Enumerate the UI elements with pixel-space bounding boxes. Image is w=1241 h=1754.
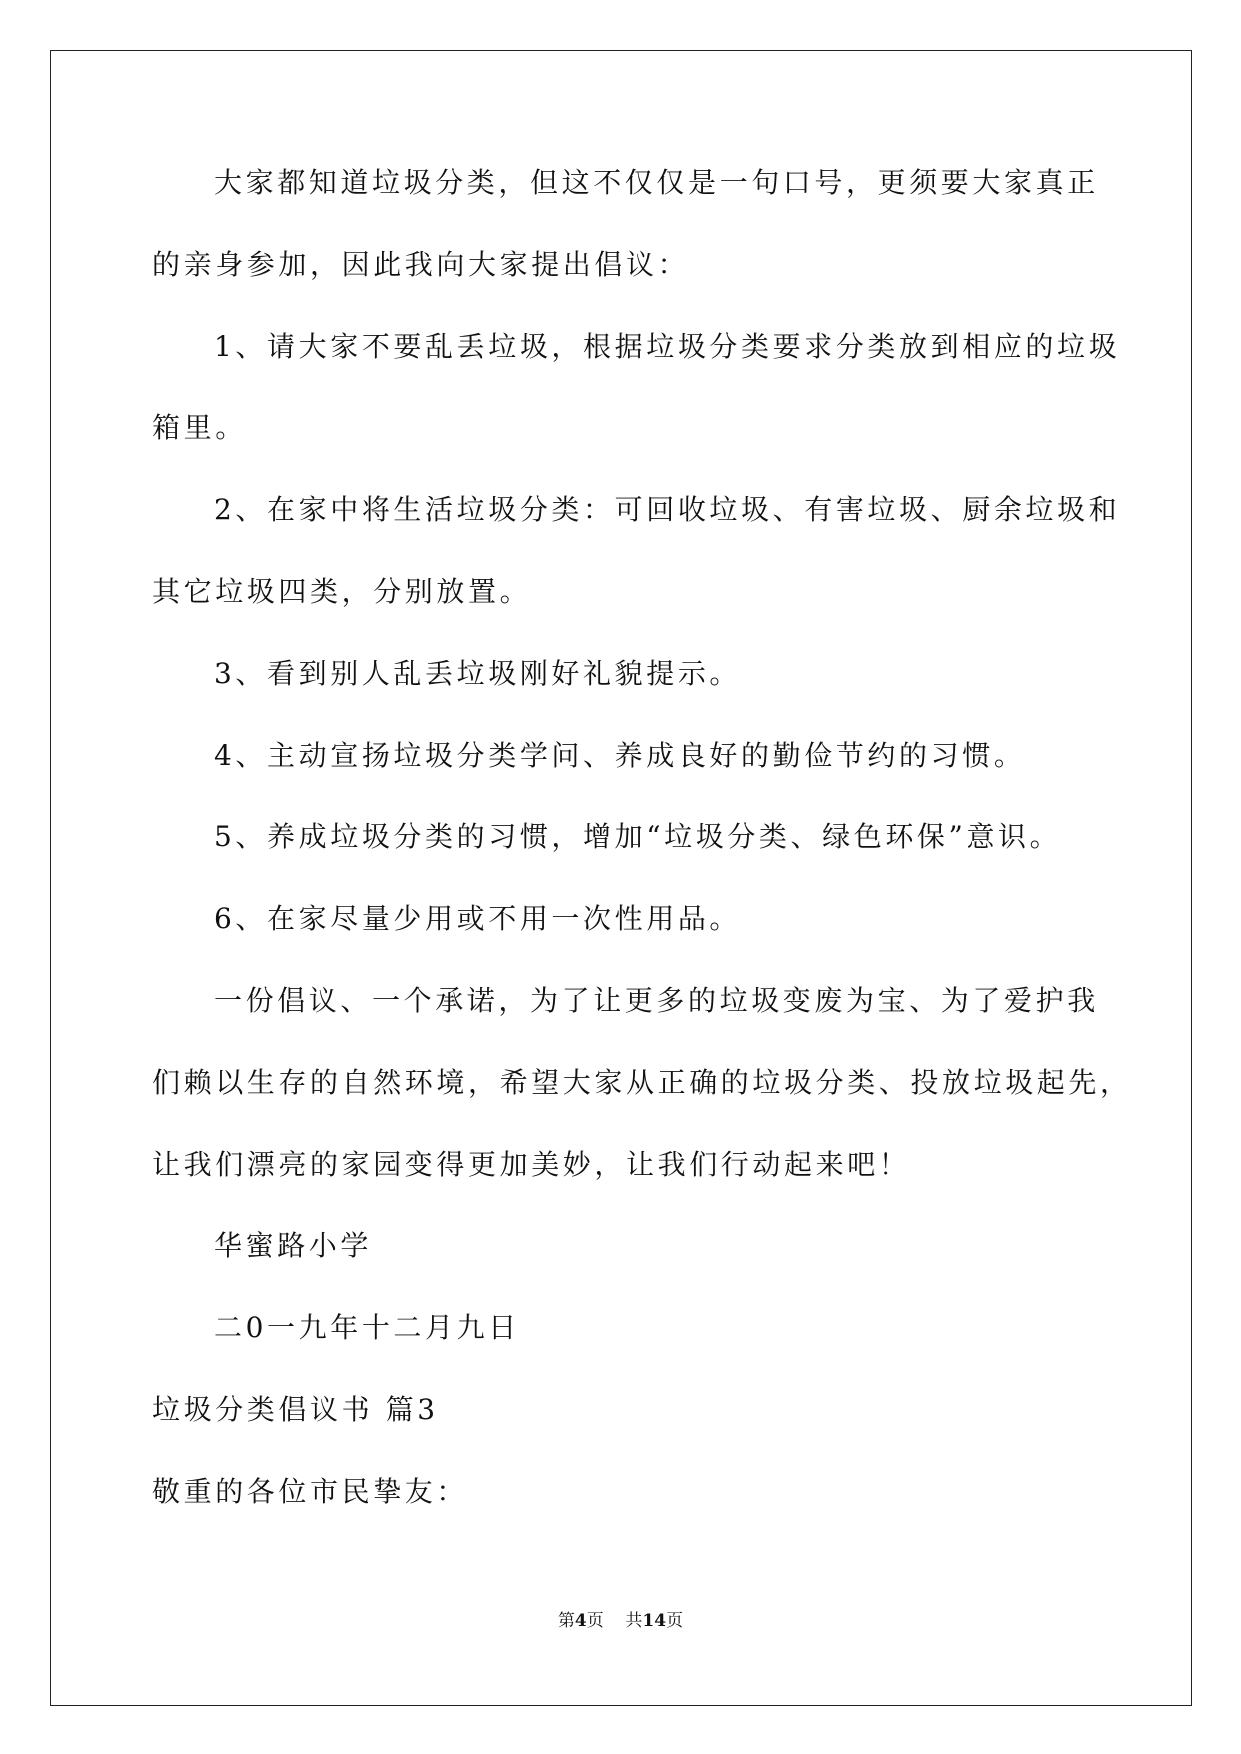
- footer-total-pages: 14: [642, 1611, 667, 1631]
- section-title: 垃圾分类倡议书 篇3: [152, 1392, 439, 1426]
- paragraph-intro-line-2: 的亲身参加，因此我向大家提出倡议：: [152, 247, 690, 281]
- closing-paragraph-line-2: 们赖以生存的自然环境，希望大家从正确的垃圾分类、投放垃圾起先，: [152, 1065, 1132, 1099]
- footer-total-suffix: 页: [666, 1611, 684, 1631]
- proposal-item-4: 4、主动宣扬垃圾分类学问、养成良好的勤俭节约的习惯。: [214, 738, 1026, 772]
- salutation: 敬重的各位市民挚友：: [152, 1474, 469, 1508]
- signature-school: 华蜜路小学: [214, 1229, 373, 1263]
- proposal-item-2-line-2: 其它垃圾四类，分别放置。: [152, 574, 532, 608]
- proposal-item-3: 3、看到别人乱丢垃圾刚好礼貌提示。: [214, 656, 742, 690]
- footer-page-word: 页: [586, 1611, 604, 1631]
- proposal-item-1-line-2: 箱里。: [152, 411, 247, 445]
- proposal-item-1-line-1: 1、请大家不要乱丢垃圾，根据垃圾分类要求分类放到相应的垃圾: [214, 329, 1121, 363]
- footer-prefix: 第: [557, 1611, 575, 1631]
- paragraph-intro-line-1: 大家都知道垃圾分类，但这不仅仅是一句口号，更须要大家真正: [214, 166, 1099, 199]
- closing-paragraph-line-3: 让我们漂亮的家园变得更加美妙，让我们行动起来吧！: [152, 1147, 911, 1181]
- closing-paragraph-line-1: 一份倡议、一个承诺，为了让更多的垃圾变废为宝、为了爱护我: [214, 983, 1099, 1017]
- proposal-item-2-line-1: 2、在家中将生活垃圾分类：可回收垃圾、有害垃圾、厨余垃圾和: [214, 493, 1121, 527]
- footer-current-page: 4: [574, 1611, 587, 1631]
- signature-date: 二0一九年十二月九日: [214, 1311, 520, 1345]
- page-footer: [0, 1610, 1241, 1632]
- footer-total-prefix: 共: [625, 1611, 643, 1631]
- document-body: [152, 163, 1132, 1554]
- proposal-item-6: 6、在家尽量少用或不用一次性用品。: [214, 902, 742, 936]
- proposal-item-5: 5、养成垃圾分类的习惯，增加“垃圾分类、绿色环保”意识。: [214, 820, 1062, 854]
